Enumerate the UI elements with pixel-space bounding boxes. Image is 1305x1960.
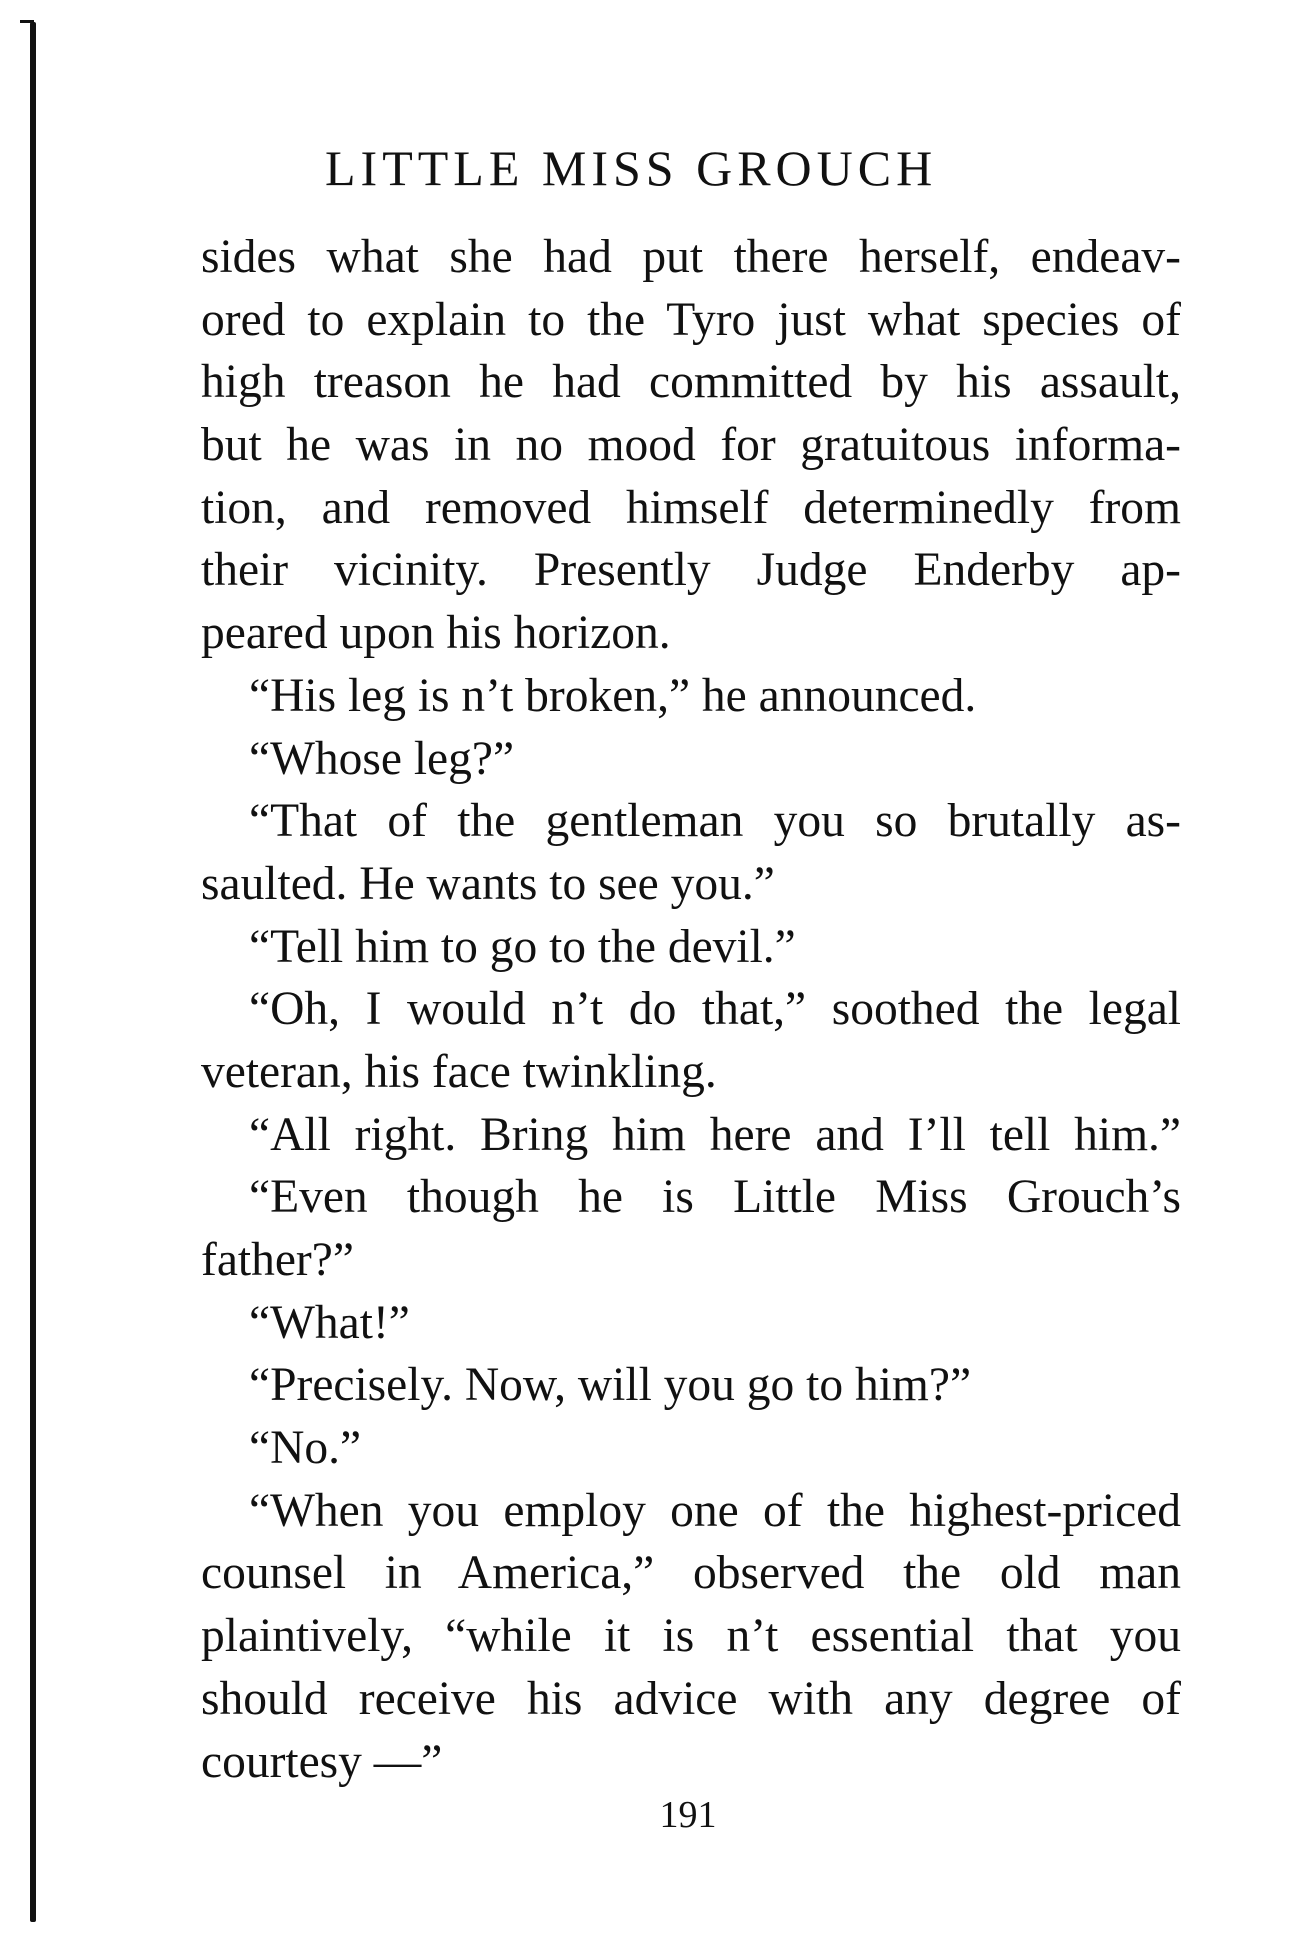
text-line: ored to explain to the Tyro just what species of xyxy=(201,293,1181,346)
text-line: “What!” xyxy=(249,1296,410,1349)
body-text xyxy=(201,226,1181,1793)
text-line: “When you employ one of the highest-priced xyxy=(249,1484,1181,1537)
text-line: should receive his advice with any degree of xyxy=(201,1672,1181,1725)
text-line: plaintively, “while it is n’t essential that you xyxy=(201,1610,1181,1663)
text-line: but he was in no mood for gratuitous informa- xyxy=(201,419,1181,472)
text-line: sides what she had put there herself, endeav- xyxy=(201,231,1181,283)
text-line: tion, and removed himself determinedly from xyxy=(201,481,1181,534)
text-line: “Whose leg?” xyxy=(249,732,515,785)
text-line: courtesy —” xyxy=(201,1735,443,1788)
text-line: “All right. Bring him here and I’ll tell him.” xyxy=(249,1108,1181,1161)
text-line: peared upon his horizon. xyxy=(201,607,671,660)
text-line: counsel in America,” observed the old man xyxy=(201,1547,1181,1600)
text-line: veteran, his face twinkling. xyxy=(201,1045,717,1098)
text-line: saulted. He wants to see you.” xyxy=(201,857,775,910)
text-line: “His leg is n’t broken,” he announced. xyxy=(249,669,977,722)
text-line: their vicinity. Presently Judge Enderby ap- xyxy=(201,544,1181,597)
page-number: 191 xyxy=(659,1794,717,1836)
text-line: high treason he had committed by his assault, xyxy=(201,356,1181,409)
text-line: “Oh, I would n’t do that,” soothed the legal xyxy=(249,983,1181,1036)
text-line: “That of the gentleman you so brutally as- xyxy=(249,795,1181,848)
page-binding-corner xyxy=(20,20,34,23)
running-head: LITTLE MISS GROUCH xyxy=(325,140,938,196)
text-line: father?” xyxy=(201,1234,354,1286)
text-line: “Even though he is Little Miss Grouch’s xyxy=(249,1171,1181,1224)
text-line: “Precisely. Now, will you go to him?” xyxy=(249,1359,972,1412)
text-line: “No.” xyxy=(249,1422,362,1475)
text-line: “Tell him to go to the devil.” xyxy=(249,920,796,973)
page-binding-edge xyxy=(30,22,36,1922)
